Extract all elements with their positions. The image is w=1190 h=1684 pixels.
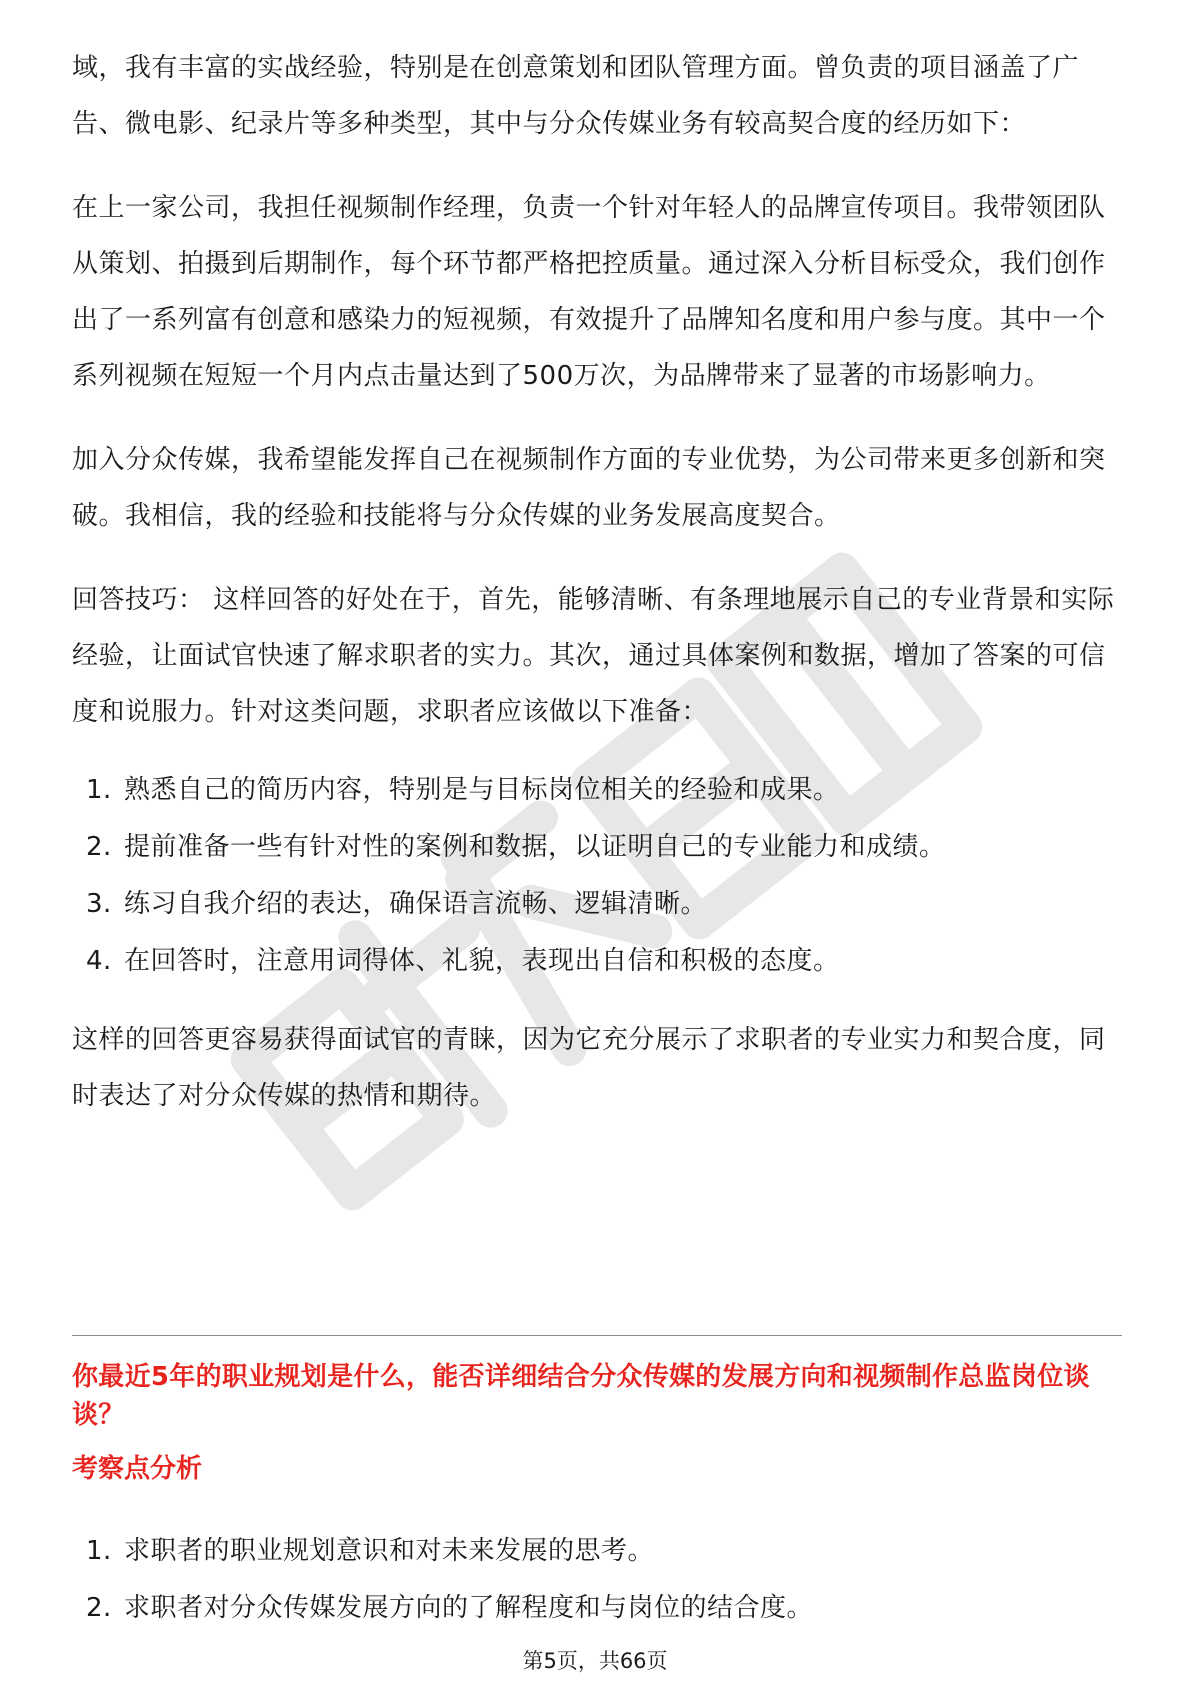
list-item — [72, 876, 1122, 933]
document-body — [72, 40, 1122, 1124]
list-number: 3. — [86, 889, 112, 919]
page-footer: 第5页，共66页 — [522, 1649, 668, 1673]
paragraph-answer-tips: 回答技巧： 这样回答的好处在于，首先，能够清晰、有条理地展示自己的专业背景和实际经验，让面试官快速了解求职者的实力。其次，通过具体案例和数据，增加了答案的可信度和说服力。针对这类问题，求职者应该做以下准备： — [72, 585, 1115, 727]
analysis-list-container — [72, 1523, 1122, 1637]
list-item-text: 练习自我介绍的表达，确保语言流畅、逻辑清晰。 — [124, 889, 708, 919]
list-number: 2. — [86, 1593, 112, 1623]
paragraph-experience-intro: 域，我有丰富的实战经验，特别是在创意策划和团队管理方面。曾负责的项目涵盖了广告、微电影、纪录片等多种类型，其中与分众传媒业务有较高契合度的经历如下： — [72, 53, 1080, 139]
list-item-text: 求职者的职业规划意识和对未来发展的思考。 — [124, 1536, 655, 1566]
section-divider — [72, 1335, 1122, 1336]
list-number: 1. — [86, 1536, 112, 1566]
question-heading: 你最近5年的职业规划是什么，能否详细结合分众传媒的发展方向和视频制作总监岗位谈谈？ — [72, 1362, 1090, 1430]
list-number: 2. — [86, 832, 112, 862]
list-item — [72, 819, 1122, 876]
list-number: 1. — [86, 775, 112, 805]
list-item — [72, 1580, 1122, 1637]
list-number: 4. — [86, 946, 112, 976]
list-item — [72, 762, 1122, 819]
list-item-text: 提前准备一些有针对性的案例和数据，以证明自己的专业能力和成绩。 — [124, 832, 946, 862]
list-item — [72, 1523, 1122, 1580]
list-item-text: 熟悉自己的简历内容，特别是与目标岗位相关的经验和成果。 — [124, 775, 840, 805]
analysis-heading: 考察点分析 — [72, 1454, 203, 1484]
list-item-text: 在回答时，注意用词得体、礼貌，表现出自信和积极的态度。 — [124, 946, 840, 976]
analysis-list — [72, 1523, 1122, 1637]
list-item — [72, 933, 1122, 990]
paragraph-join-motivation: 加入分众传媒，我希望能发挥自己在视频制作方面的专业优势，为公司带来更多创新和突破。我相信，我的经验和技能将与分众传媒的业务发展高度契合。 — [72, 445, 1106, 531]
paragraph-previous-role: 在上一家公司，我担任视频制作经理，负责一个针对年轻人的品牌宣传项目。我带领团队从策划、拍摄到后期制作，每个环节都严格把控质量。通过深入分析目标受众，我们创作出了一系列富有创意和感染力的短视频，有效提升了品牌知名度和用户参与度。其中一个系列视频在短短一个月内点击量达到了500万次，为品牌带来了显著的市场影响力。 — [72, 193, 1106, 391]
paragraph-conclusion: 这样的回答更容易获得面试官的青睐，因为它充分展示了求职者的专业实力和契合度，同时表达了对分众传媒的热情和期待。 — [72, 1025, 1106, 1111]
list-item-text: 求职者对分众传媒发展方向的了解程度和与岗位的结合度。 — [124, 1593, 814, 1623]
preparation-list — [72, 762, 1122, 990]
